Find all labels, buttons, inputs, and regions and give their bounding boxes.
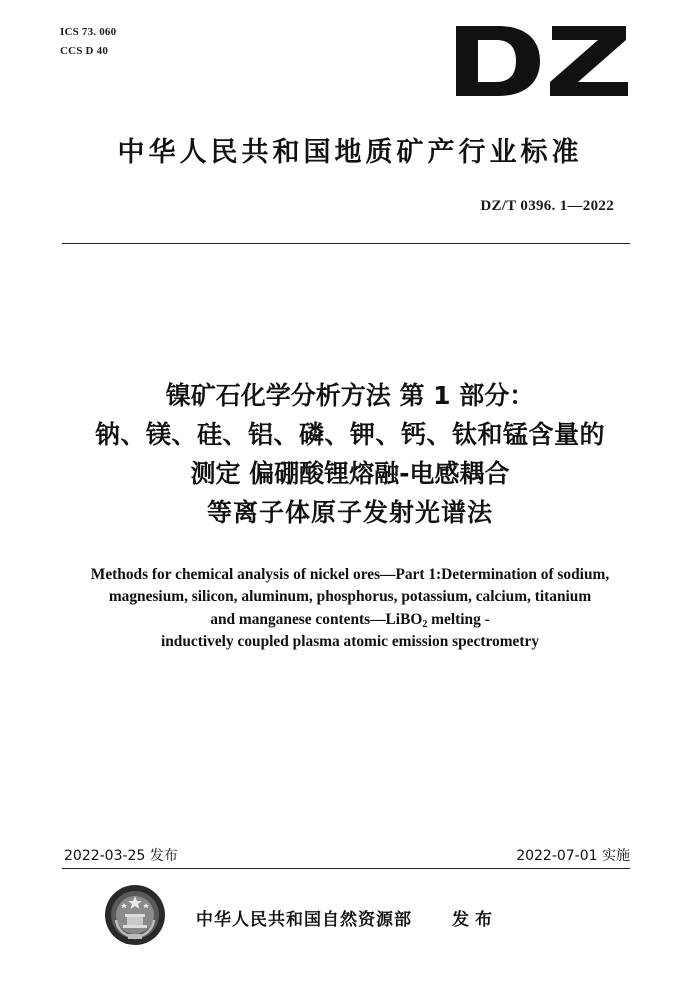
dz-logo bbox=[454, 22, 630, 100]
standard-name: 中华人民共和国地质矿产行业标准 bbox=[117, 137, 583, 168]
title-cn-line-2: 钠、镁、硅、铝、磷、钾、钙、钛和锰含量的 bbox=[94, 420, 605, 449]
footer-rule bbox=[62, 868, 630, 869]
title-en-subscript: 2 bbox=[422, 619, 428, 630]
standard-number: DZ/T 0396. 1—2022 bbox=[480, 198, 614, 214]
title-en-line-4: inductively coupled plasma atomic emission spectrometry bbox=[160, 633, 540, 650]
title-en-line-3 bbox=[0, 611, 700, 629]
national-emblem-icon bbox=[104, 884, 166, 946]
ccs-code: CCS D 40 bbox=[60, 45, 109, 57]
ics-code: ICS 73. 060 bbox=[60, 26, 117, 38]
header-rule bbox=[62, 243, 630, 244]
title-en-line-2: magnesium, silicon, aluminum, phosphorus, potassium, calcium, titanium bbox=[108, 588, 592, 605]
implementation-date: 2022-07-01 实施 bbox=[516, 848, 630, 864]
title-cn-line-4: 等离子体原子发射光谱法 bbox=[206, 498, 493, 527]
publish-label: 发布 bbox=[452, 910, 498, 930]
title-en-line-3-post: melting - bbox=[427, 611, 490, 628]
title-cn-line-3: 测定 偏硼酸锂熔融-电感耦合 bbox=[190, 459, 510, 488]
issue-date: 2022-03-25 发布 bbox=[64, 848, 178, 864]
title-en-line-1: Methods for chemical analysis of nickel ores—Part 1:Determination of sodium, bbox=[90, 566, 610, 583]
issuing-authority: 中华人民共和国自然资源部 bbox=[196, 910, 412, 930]
title-en-line-3-pre: and manganese contents—LiBO bbox=[210, 611, 423, 628]
title-cn-line-1: 镍矿石化学分析方法 第 1 部分： bbox=[165, 381, 535, 410]
